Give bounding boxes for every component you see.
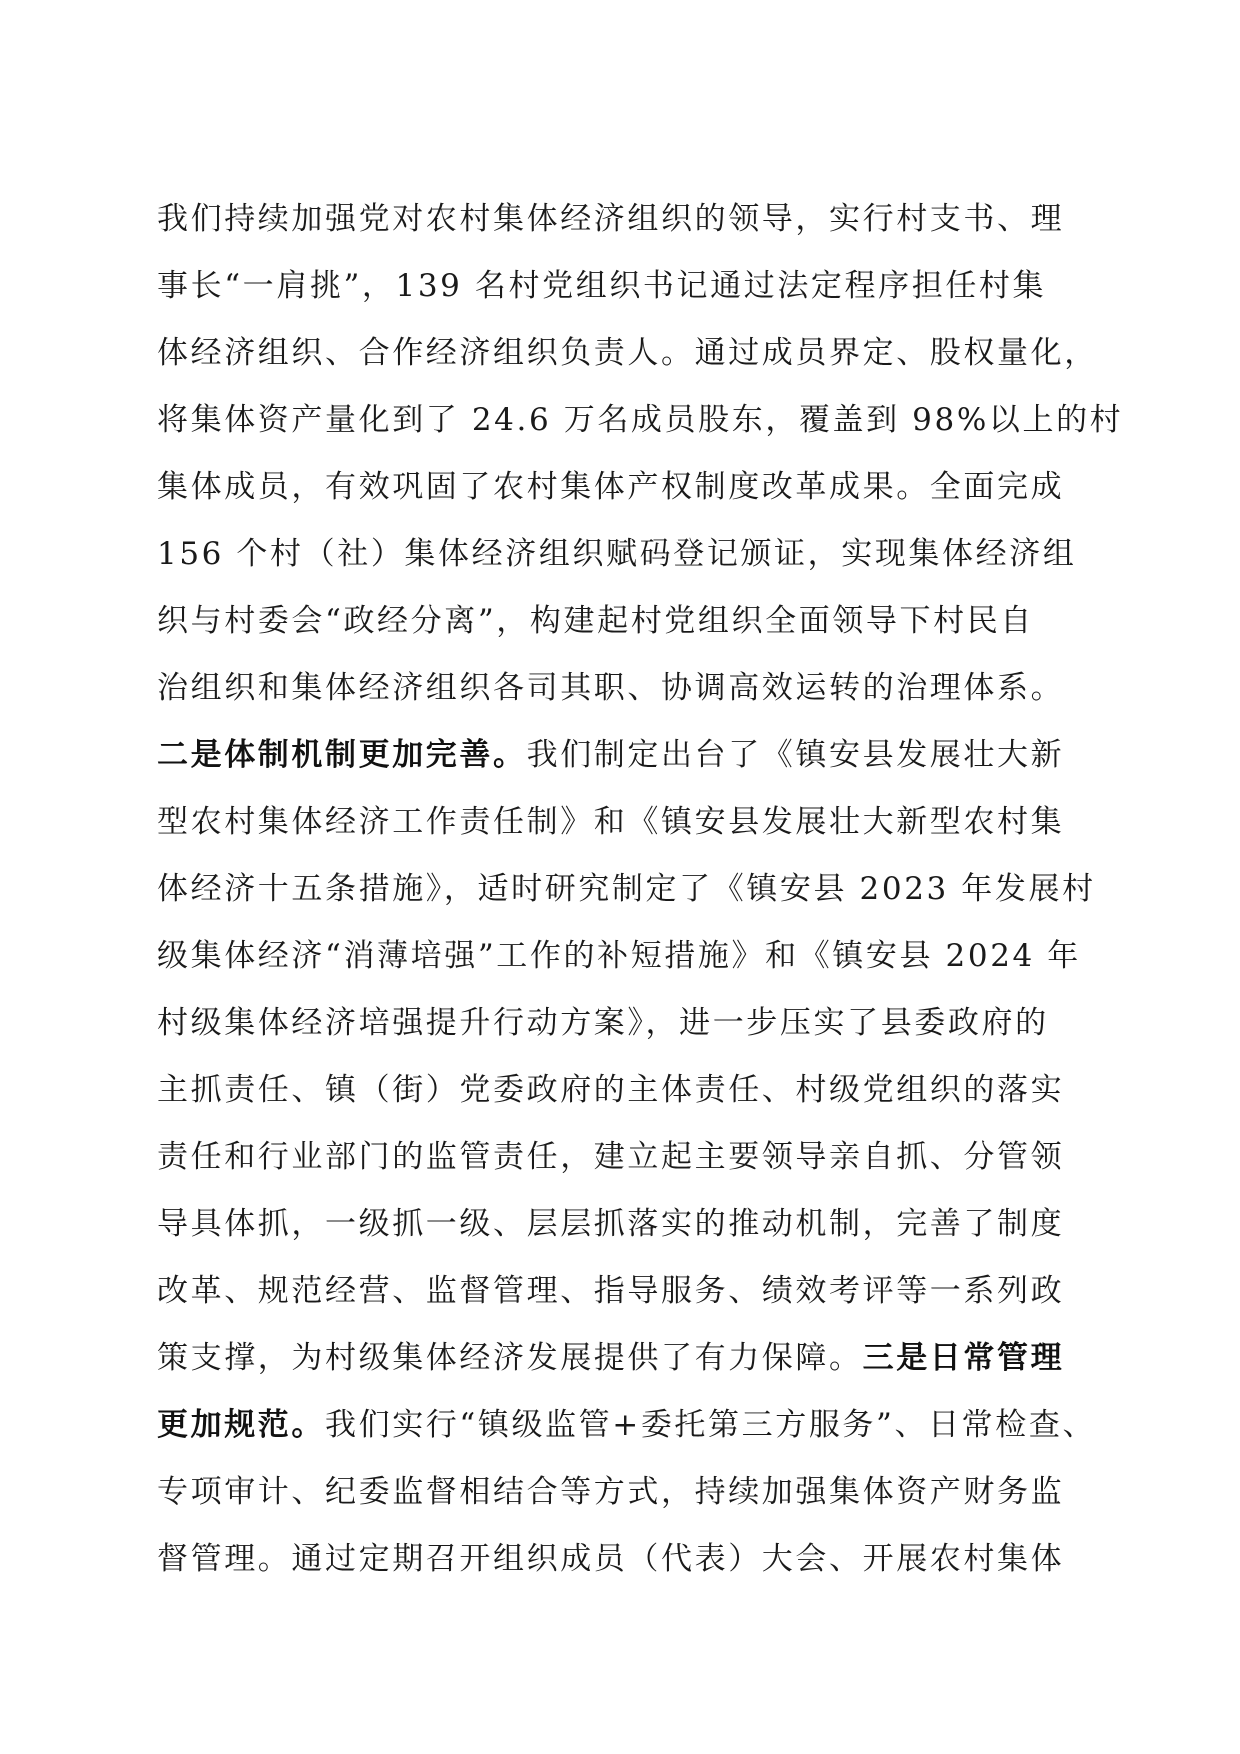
text-line: [157, 454, 1117, 521]
text-segment: 体经济十五条措施》，适时研究制定了《镇安县 2023 年发展村: [157, 871, 1096, 907]
text-segment: 改革、规范经营、监督管理、指导服务、绩效考评等一系列政: [157, 1273, 1065, 1309]
text-line: [157, 1057, 1117, 1124]
text-segment: 型农村集体经济工作责任制》和《镇安县发展壮大新型农村集: [157, 804, 1065, 840]
text-line: [157, 253, 1117, 320]
text-line: [157, 1191, 1117, 1258]
text-line: [157, 655, 1117, 722]
text-line: [157, 1392, 1117, 1459]
text-segment: 导具体抓，一级抓一级、层层抓落实的推动机制，完善了制度: [157, 1206, 1065, 1242]
text-line: [157, 1258, 1117, 1325]
text-line: [157, 186, 1117, 253]
text-line: [157, 1526, 1117, 1593]
section-heading-2: 二是体制机制更加完善。: [157, 737, 527, 773]
text-segment: 体经济组织、合作经济组织负责人。通过成员界定、股权量化，: [157, 335, 1098, 371]
text-line: [157, 387, 1124, 454]
text-line: [157, 320, 1117, 387]
text-segment: 村级集体经济培强提升行动方案》，进一步压实了县委政府的: [157, 1005, 1049, 1041]
text-line: [157, 1325, 1117, 1392]
text-segment: 156 个村（社）集体经济组织赋码登记颁证，实现集体经济组: [157, 536, 1077, 572]
text-segment: 治组织和集体经济组织各司其职、协调高效运转的治理体系。: [157, 670, 1065, 706]
section-heading-3-cont: 更加规范。: [157, 1407, 325, 1443]
text-line: [157, 1459, 1117, 1526]
text-segment: 织与村委会“政经分离”，构建起村党组织全面领导下村民自: [157, 603, 1034, 639]
text-segment: 主抓责任、镇（街）党委政府的主体责任、村级党组织的落实: [157, 1072, 1065, 1108]
text-line: [157, 990, 1117, 1057]
text-segment: 事长“一肩挑”，139 名村党组织书记通过法定程序担任村集: [157, 268, 1047, 304]
text-segment: 策支撑，为村级集体经济发展提供了有力保障。: [157, 1340, 863, 1376]
text-segment: 级集体经济“消薄培强”工作的补短措施》和《镇安县 2024 年: [157, 938, 1081, 974]
text-segment: 我们持续加强党对农村集体经济组织的领导，实行村支书、理: [157, 201, 1065, 237]
text-line: [157, 856, 1117, 923]
text-segment: 责任和行业部门的监管责任，建立起主要领导亲自抓、分管领: [157, 1139, 1065, 1175]
text-segment: 我们实行“镇级监管+委托第三方服务”、日常检查、: [325, 1407, 1097, 1443]
text-line: [157, 789, 1117, 856]
text-segment: 将集体资产量化到了 24.6 万名成员股东，覆盖到 98%以上的村: [157, 402, 1124, 438]
text-line: [157, 722, 1117, 789]
text-segment: 专项审计、纪委监督相结合等方式，持续加强集体资产财务监: [157, 1474, 1065, 1510]
section-heading-3: 三是日常管理: [862, 1340, 1065, 1376]
text-segment: 督管理。通过定期召开组织成员（代表）大会、开展农村集体: [157, 1541, 1065, 1577]
text-line: [157, 1124, 1117, 1191]
text-line: [157, 923, 1117, 990]
text-line: [157, 588, 1117, 655]
text-segment: 我们制定出台了《镇安县发展壮大新: [526, 737, 1065, 773]
text-line: [157, 521, 1117, 588]
text-segment: 集体成员，有效巩固了农村集体产权制度改革成果。全面完成: [157, 469, 1065, 505]
body-text: [157, 186, 1124, 1593]
